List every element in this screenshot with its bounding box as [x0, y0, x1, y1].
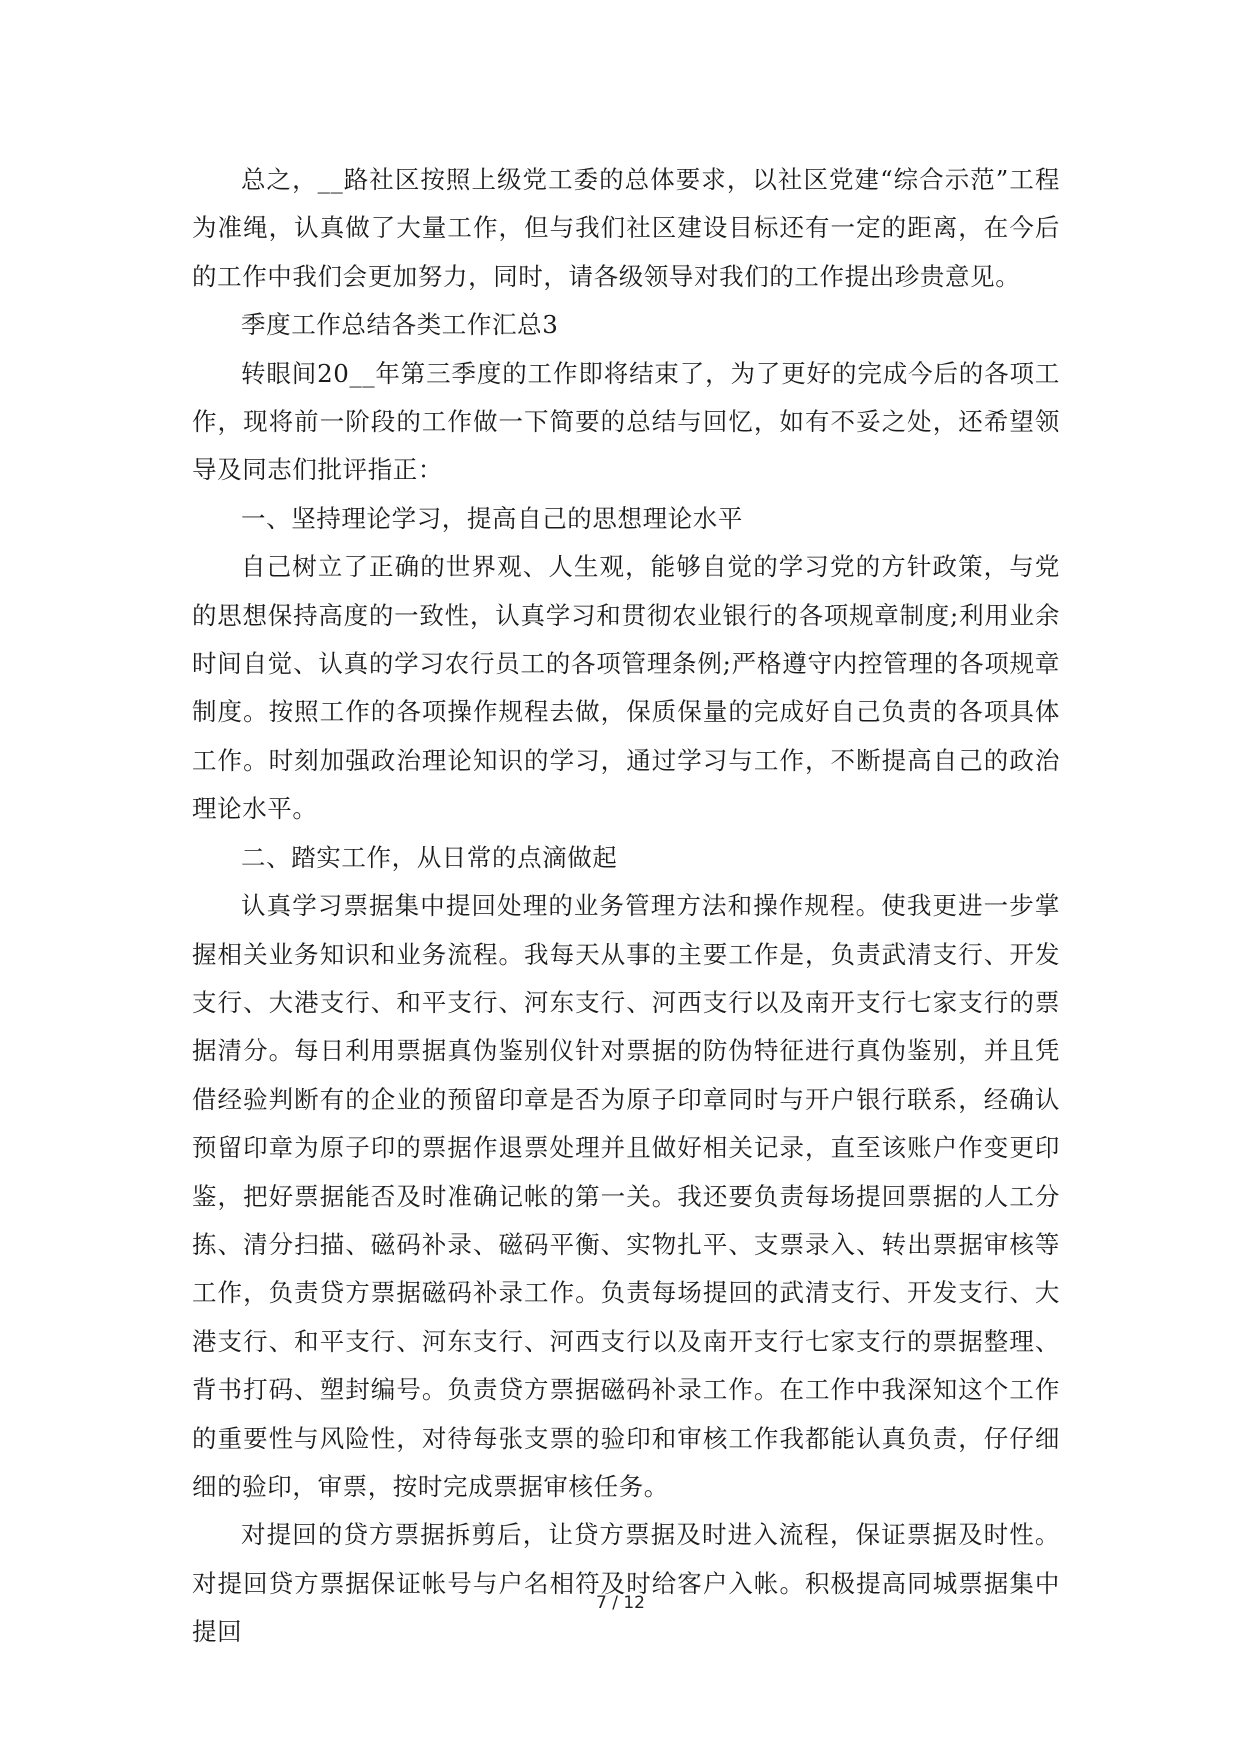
- paragraph-credit: 对提回的贷方票据拆剪后，让贷方票据及时进入流程，保证票据及时性。对提回贷方票据保证帐号与户名相符及时给客户入帐。积极提高同城票据集中提回: [192, 1520, 1060, 1647]
- document-body: [192, 156, 1060, 1657]
- page-number: 7 / 12: [596, 1593, 645, 1613]
- paragraph-theory: 自己树立了正确的世界观、人生观，能够自觉的学习党的方针政策，与党的思想保持高度的一致性，认真学习和贯彻农业银行的各项规章制度;利用业余时间自觉、认真的学习农行员工的各项管理条例;严格遵守内控管理的各项规章制度。按照工作的各项操作规程去做，保质保量的完成好自己负责的各项具体工作。时刻加强政治理论知识的学习，通过学习与工作，不断提高自己的政治理论水平。: [192, 552, 1060, 824]
- section-title: 季度工作总结各类工作汇总3: [241, 310, 559, 340]
- paragraph-conclusion: 总之，__路社区按照上级党工委的总体要求，以社区党建“综合示范”工程为准绳，认真做了大量工作，但与我们社区建设目标还有一定的距离，在今后的工作中我们会更加努力，同时，请各级领导对我们的工作提出珍贵意见。: [192, 165, 1060, 291]
- paragraph-work: 认真学习票据集中提回处理的业务管理方法和操作规程。使我更进一步掌握相关业务知识和业务流程。我每天从事的主要工作是，负责武清支行、开发支行、大港支行、和平支行、河东支行、河西支行以及南开支行七家支行的票据清分。每日利用票据真伪鉴别仪针对票据的防伪特征进行真伪鉴别，并且凭借经验判断有的企业的预留印章是否为原子印章同时与开户银行联系，经确认预留印章为原子印的票据作退票处理并且做好相关记录，直至该账户作变更印鉴，把好票据能否及时准确记帐的第一关。我还要负责每场提回票据的人工分拣、清分扫描、磁码补录、磁码平衡、实物扎平、支票录入、转出票据审核等工作，负责贷方票据磁码补录工作。负责每场提回的武清支行、开发支行、大港支行、和平支行、河东支行、河西支行以及南开支行七家支行的票据整理、背书打码、塑封编号。负责贷方票据磁码补录工作。在工作中我深知这个工作的重要性与风险性，对待每张支票的验印和审核工作我都能认真负责，仔仔细细的验印，审票，按时完成票据审核任务。: [192, 891, 1060, 1501]
- heading-one: 一、坚持理论学习，提高自己的思想理论水平: [241, 503, 743, 533]
- paragraph-intro: 转眼间20__年第三季度的工作即将结束了，为了更好的完成今后的各项工作，现将前一阶段的工作做一下简要的总结与回忆，如有不妥之处，还希望领导及同志们批评指正：: [192, 358, 1060, 485]
- heading-two: 二、踏实工作，从日常的点滴做起: [241, 842, 618, 872]
